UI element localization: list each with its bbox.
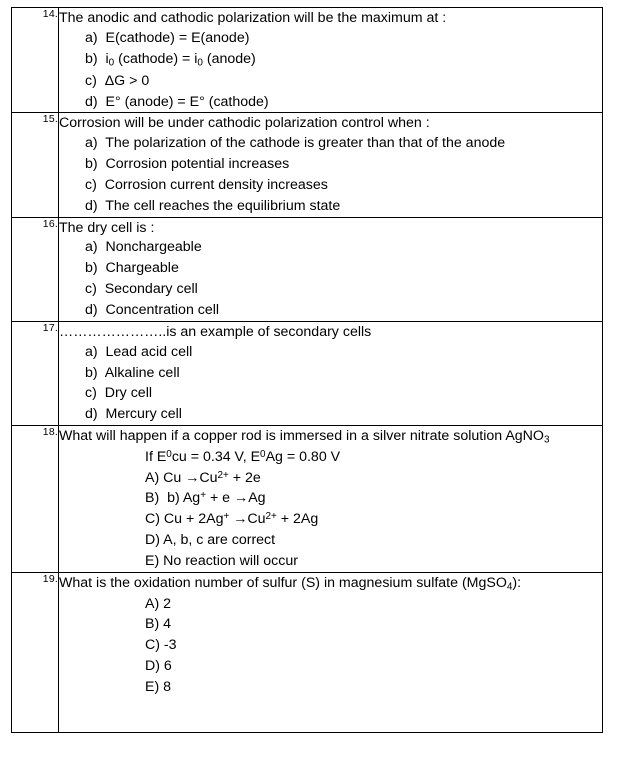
list-item[interactable]: b) Alkaline cell — [85, 364, 180, 381]
question-body-14 — [59, 8, 603, 113]
option-list-18 — [59, 468, 602, 572]
list-item[interactable]: d) Mercury cell — [85, 406, 182, 423]
question-body-17 — [59, 321, 603, 425]
list-item[interactable]: c) ΔG > 0 — [85, 72, 150, 89]
table-row — [12, 113, 603, 217]
list-item[interactable]: a) Nonchargeable — [85, 239, 202, 256]
list-item[interactable]: C) -3 — [145, 637, 177, 654]
list-item[interactable]: A) 2 — [145, 595, 172, 612]
question-body-18 — [59, 426, 603, 573]
list-item[interactable]: b) Chargeable — [85, 260, 179, 277]
list-item[interactable]: A) $Cu \to Cu^{2+} + 2e$ — [145, 469, 261, 486]
list-item[interactable]: d) Concentration cell — [85, 302, 220, 319]
list-item[interactable]: c) Dry cell — [85, 385, 152, 402]
table-row — [12, 426, 603, 573]
option-list-19 — [59, 594, 602, 698]
question-stem-16: The dry cell is : — [59, 219, 155, 236]
list-item[interactable]: a) Lead acid cell — [85, 343, 193, 360]
table-row — [12, 8, 603, 113]
list-item[interactable]: B) 4 — [145, 616, 172, 633]
list-item[interactable]: B) b) Ag+ + e →Ag — [145, 490, 266, 507]
table-row — [12, 217, 603, 321]
question-body-15 — [59, 113, 603, 217]
question-body-19 — [59, 572, 603, 732]
question-table-body — [12, 8, 603, 733]
list-item[interactable]: a) The polarization of the cathode is greater than that of the anode — [85, 135, 506, 152]
list-item[interactable]: c) Corrosion current density increases — [85, 176, 328, 193]
question-condition-18: If $E^0cu = 0.34$ V, $E^0Ag = 0.80$ V — [145, 448, 341, 465]
list-item[interactable]: b) Corrosion potential increases — [85, 156, 290, 173]
question-table — [11, 7, 603, 733]
question-number-19: 19. — [12, 572, 59, 732]
option-list-14 — [59, 28, 602, 113]
question-number-14: 14. — [12, 8, 59, 113]
list-item[interactable]: C) $Cu + 2Ag^+ \to Cu^{2+} + 2Ag$ — [145, 511, 319, 528]
question-number-15: 15. — [12, 113, 59, 217]
question-stem-15: Corrosion will be under cathodic polarization control when : — [59, 115, 430, 132]
question-stem-18: What will happen if a copper rod is immersed in a silver nitrate solution AgNO$_3$ — [59, 428, 550, 446]
table-row — [12, 572, 603, 732]
question-stem-19: What is the oxidation number of sulfur (S) in magnesium sulfate (MgSO$_4$): — [59, 574, 522, 593]
list-item[interactable]: b) $i_0$ (cathode) = $i_0$ (anode) — [85, 50, 256, 69]
question-body-16 — [59, 217, 603, 321]
list-item[interactable]: D) 6 — [145, 658, 172, 675]
list-item[interactable]: E) No reaction will occur — [145, 553, 298, 570]
option-list-15 — [59, 133, 602, 217]
question-number-16: 16. — [12, 217, 59, 321]
table-row — [12, 321, 603, 425]
option-list-17 — [59, 342, 602, 426]
list-item[interactable]: D) A, b, c are correct — [145, 532, 276, 549]
list-item[interactable]: d) The cell reaches the equilibrium state — [85, 197, 341, 214]
question-number-17: 17. — [12, 321, 59, 425]
question-stem-17: …………………..is an example of secondary cells — [59, 323, 372, 340]
list-item[interactable]: c) Secondary cell — [85, 281, 198, 298]
list-item[interactable]: E) 8 — [145, 679, 172, 696]
option-list-16 — [59, 237, 602, 321]
list-item[interactable]: d) E° (anode) = E° (cathode) — [85, 93, 269, 110]
question-stem-14: The anodic and cathodic polarization will be the maximum at : — [59, 10, 447, 26]
question-number-18: 18. — [12, 426, 59, 573]
list-item[interactable]: a) E(cathode) = E(anode) — [85, 29, 250, 46]
